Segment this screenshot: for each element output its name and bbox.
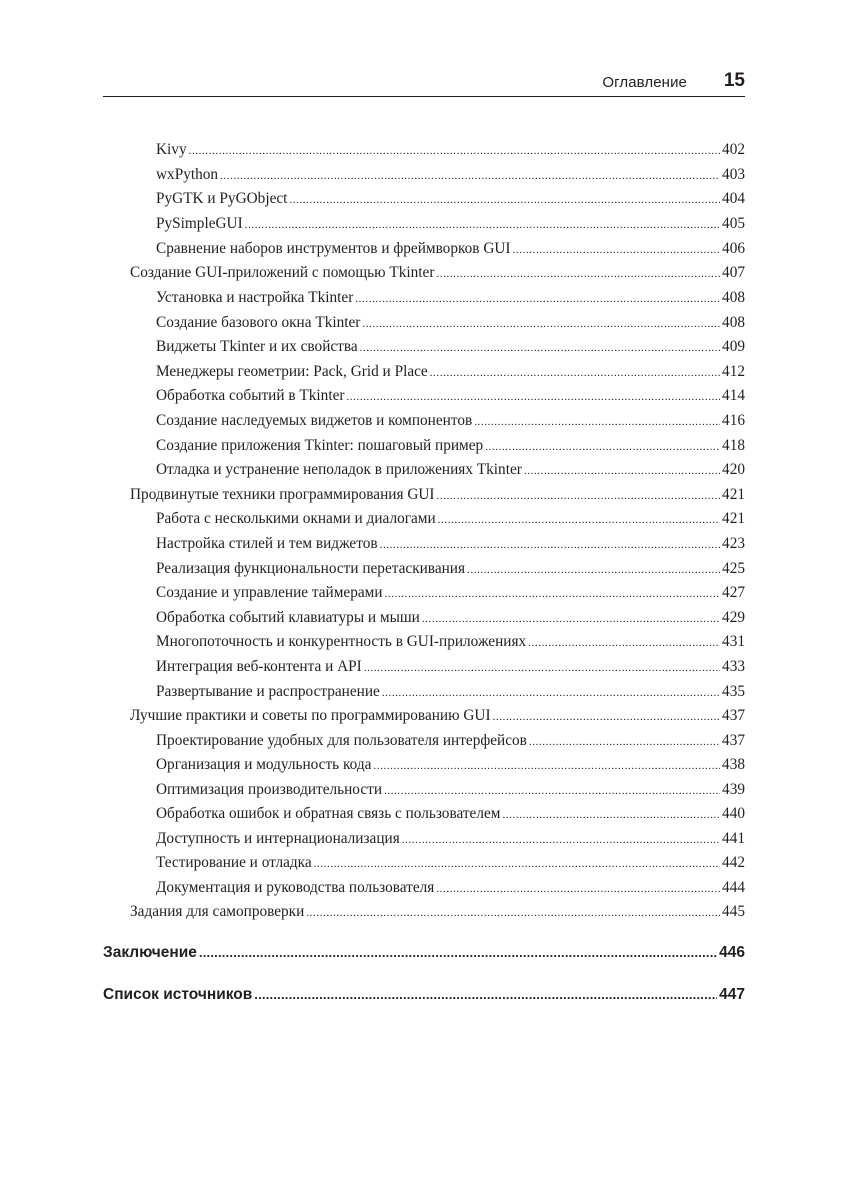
toc-leader-dots bbox=[245, 215, 720, 233]
toc-leader-dots bbox=[529, 732, 720, 750]
toc-entry-title: Многопоточность и конкурентность в GUI-приложениях bbox=[156, 633, 527, 650]
toc-entry-title: PyGTK и PyGObject bbox=[156, 190, 288, 207]
toc-entry[interactable] bbox=[156, 338, 745, 362]
toc-entry[interactable] bbox=[156, 141, 745, 165]
toc-entry-page: 433 bbox=[722, 658, 745, 675]
toc-entry-page: 429 bbox=[722, 609, 745, 626]
toc-entry-title: Реализация функциональности перетаскивания bbox=[156, 560, 466, 577]
toc-leader-dots bbox=[355, 289, 720, 307]
toc-entry-page: 409 bbox=[722, 338, 745, 355]
toc-entry-page: 439 bbox=[722, 781, 745, 798]
toc-entry[interactable] bbox=[156, 609, 745, 633]
toc-section-page: 445 bbox=[722, 903, 745, 920]
toc-leader-dots bbox=[467, 560, 720, 578]
toc-entry-title: Виджеты Tkinter и их свойства bbox=[156, 338, 358, 355]
toc-entry-title: Работа с несколькими окнами и диалогами bbox=[156, 510, 436, 527]
toc-leader-dots bbox=[436, 879, 720, 897]
toc-entry-page: 418 bbox=[722, 437, 745, 454]
toc-chapter-page: 446 bbox=[719, 944, 745, 961]
toc-entry-page: 416 bbox=[722, 412, 745, 429]
toc-leader-dots bbox=[436, 264, 720, 282]
toc-entry-title: Проектирование удобных для пользователя интерфейсов bbox=[156, 732, 527, 749]
toc-entry-title: Доступность и интернационализация bbox=[156, 830, 400, 847]
toc-section-title: Создание GUI-приложений с помощью Tkinter bbox=[130, 264, 435, 281]
toc-leader-dots bbox=[364, 658, 720, 676]
toc-entry[interactable] bbox=[156, 510, 745, 534]
toc-leader-dots bbox=[528, 633, 720, 651]
toc-entry-page: 408 bbox=[722, 289, 745, 306]
toc-chapter-title: Список источников bbox=[103, 986, 253, 1003]
toc-entry[interactable] bbox=[156, 215, 745, 239]
toc-entry-page: 420 bbox=[722, 461, 745, 478]
toc-leader-dots bbox=[385, 584, 721, 602]
toc-entry-page: 423 bbox=[722, 535, 745, 552]
toc-entry[interactable] bbox=[156, 190, 745, 214]
running-header-title: Оглавление bbox=[602, 74, 687, 91]
toc-leader-dots bbox=[474, 412, 720, 430]
toc-entry-page: 405 bbox=[722, 215, 745, 232]
toc-leader-dots bbox=[199, 944, 717, 962]
toc-entry-title: Интеграция веб-контента и API bbox=[156, 658, 362, 675]
toc-entry[interactable] bbox=[156, 363, 745, 387]
toc-entry[interactable] bbox=[156, 781, 745, 805]
toc-leader-dots bbox=[513, 240, 721, 258]
toc-section-page: 421 bbox=[722, 486, 745, 503]
toc-entry-title: Обработка ошибок и обратная связь с пользователем bbox=[156, 805, 501, 822]
toc-entry[interactable] bbox=[156, 314, 745, 338]
toc-leader-dots bbox=[422, 609, 720, 627]
toc-entry-title: Документация и руководства пользователя bbox=[156, 879, 435, 896]
toc-leader-dots bbox=[346, 387, 720, 405]
toc-leader-dots bbox=[189, 141, 720, 159]
toc-entry-title: Оптимизация производительности bbox=[156, 781, 383, 798]
toc-chapter[interactable] bbox=[103, 986, 745, 1010]
toc-entry[interactable] bbox=[156, 437, 745, 461]
toc-entry[interactable] bbox=[156, 240, 745, 264]
toc-entry-title: Создание базового окна Tkinter bbox=[156, 314, 361, 331]
toc-section-title: Задания для самопроверки bbox=[130, 903, 305, 920]
toc-leader-dots bbox=[437, 486, 721, 504]
toc-entry-page: 412 bbox=[722, 363, 745, 380]
toc-entry[interactable] bbox=[156, 732, 745, 756]
toc-entry[interactable] bbox=[156, 584, 745, 608]
toc-leader-dots bbox=[380, 535, 720, 553]
toc-entry-title: Обработка событий клавиатуры и мыши bbox=[156, 609, 420, 626]
toc-entry[interactable] bbox=[156, 879, 745, 903]
toc-entry[interactable] bbox=[156, 560, 745, 584]
toc-entry-page: 404 bbox=[722, 190, 745, 207]
toc-entry[interactable] bbox=[156, 756, 745, 780]
page-number: 15 bbox=[723, 70, 745, 91]
toc-entry-page: 435 bbox=[722, 683, 745, 700]
running-header bbox=[103, 66, 745, 97]
toc-entry[interactable] bbox=[156, 387, 745, 411]
toc-chapter-title: Заключение bbox=[103, 944, 197, 961]
toc-entry-title: Создание приложения Tkinter: пошаговый пример bbox=[156, 437, 484, 454]
toc-entry-page: 421 bbox=[722, 510, 745, 527]
toc-chapter-page: 447 bbox=[719, 986, 745, 1003]
toc-section[interactable] bbox=[130, 707, 745, 731]
toc-entry[interactable] bbox=[156, 633, 745, 657]
toc-entry-title: Обработка событий в Tkinter bbox=[156, 387, 345, 404]
toc-chapter[interactable] bbox=[103, 944, 745, 968]
toc-entry-title: Развертывание и распространение bbox=[156, 683, 380, 700]
toc-entry-page: 425 bbox=[722, 560, 745, 577]
toc-entry[interactable] bbox=[156, 166, 745, 190]
toc-entry-page: 427 bbox=[722, 584, 745, 601]
toc-leader-dots bbox=[402, 830, 720, 848]
toc-entry-page: 406 bbox=[722, 240, 745, 257]
toc-leader-dots bbox=[502, 805, 720, 823]
toc-leader-dots bbox=[220, 166, 720, 184]
toc-leader-dots bbox=[384, 781, 720, 799]
toc-entry-title: Создание и управление таймерами bbox=[156, 584, 383, 601]
toc-entry[interactable] bbox=[156, 683, 745, 707]
toc-leader-dots bbox=[493, 707, 720, 725]
toc-section-title: Продвинутые техники программирования GUI bbox=[130, 486, 435, 503]
toc-entry[interactable] bbox=[156, 412, 745, 436]
toc-section[interactable] bbox=[130, 486, 745, 510]
toc-entry-title: Создание наследуемых виджетов и компонентов bbox=[156, 412, 473, 429]
toc-section-title: Лучшие практики и советы по программированию GUI bbox=[130, 707, 491, 724]
toc-entry[interactable] bbox=[156, 805, 745, 829]
toc-entry-page: 403 bbox=[722, 166, 745, 183]
toc-leader-dots bbox=[382, 683, 720, 701]
toc-entry-page: 414 bbox=[722, 387, 745, 404]
toc-entry[interactable] bbox=[156, 658, 745, 682]
toc-entry-page: 437 bbox=[722, 732, 745, 749]
toc-leader-dots bbox=[362, 314, 720, 332]
toc-entry[interactable] bbox=[156, 830, 745, 854]
toc-entry-page: 440 bbox=[722, 805, 745, 822]
toc-leader-dots bbox=[430, 363, 720, 381]
toc-entry-page: 402 bbox=[722, 141, 745, 158]
toc-entry-page: 431 bbox=[722, 633, 745, 650]
toc-section-page: 407 bbox=[722, 264, 745, 281]
toc-leader-dots bbox=[438, 510, 720, 528]
toc-leader-dots bbox=[289, 190, 720, 208]
toc-entry[interactable] bbox=[156, 289, 745, 313]
toc-entry-page: 444 bbox=[722, 879, 745, 896]
toc-leader-dots bbox=[373, 756, 720, 774]
toc-entry-title: Тестирование и отладка bbox=[156, 854, 312, 871]
toc-entry-title: Организация и модульность кода bbox=[156, 756, 372, 773]
toc-entry[interactable] bbox=[156, 461, 745, 485]
toc-entry-title: Менеджеры геометрии: Pack, Grid и Place bbox=[156, 363, 428, 380]
toc-entry-title: Отладка и устранение неполадок в приложениях Tkinter bbox=[156, 461, 522, 478]
toc-entry[interactable] bbox=[156, 854, 745, 878]
toc-entry-title: Kivy bbox=[156, 141, 187, 158]
toc-entry-title: wxPython bbox=[156, 166, 219, 183]
toc-section[interactable] bbox=[130, 903, 745, 927]
toc-entry-page: 441 bbox=[722, 830, 745, 847]
toc-leader-dots bbox=[254, 986, 717, 1004]
toc-section-page: 437 bbox=[722, 707, 745, 724]
toc-leader-dots bbox=[314, 854, 720, 872]
toc-leader-dots bbox=[360, 338, 720, 356]
toc-leader-dots bbox=[306, 903, 720, 921]
toc-entry-page: 442 bbox=[722, 854, 745, 871]
toc-entry-title: Сравнение наборов инструментов и фреймворков GUI bbox=[156, 240, 511, 257]
toc-entry-page: 408 bbox=[722, 314, 745, 331]
toc-entry-page: 438 bbox=[722, 756, 745, 773]
toc-leader-dots bbox=[485, 437, 720, 455]
toc-entry-title: Настройка стилей и тем виджетов bbox=[156, 535, 378, 552]
toc-entry[interactable] bbox=[156, 535, 745, 559]
toc-entry-title: Установка и настройка Tkinter bbox=[156, 289, 354, 306]
toc-entry-title: PySimpleGUI bbox=[156, 215, 243, 232]
toc-section[interactable] bbox=[130, 264, 745, 288]
toc-leader-dots bbox=[524, 461, 720, 479]
